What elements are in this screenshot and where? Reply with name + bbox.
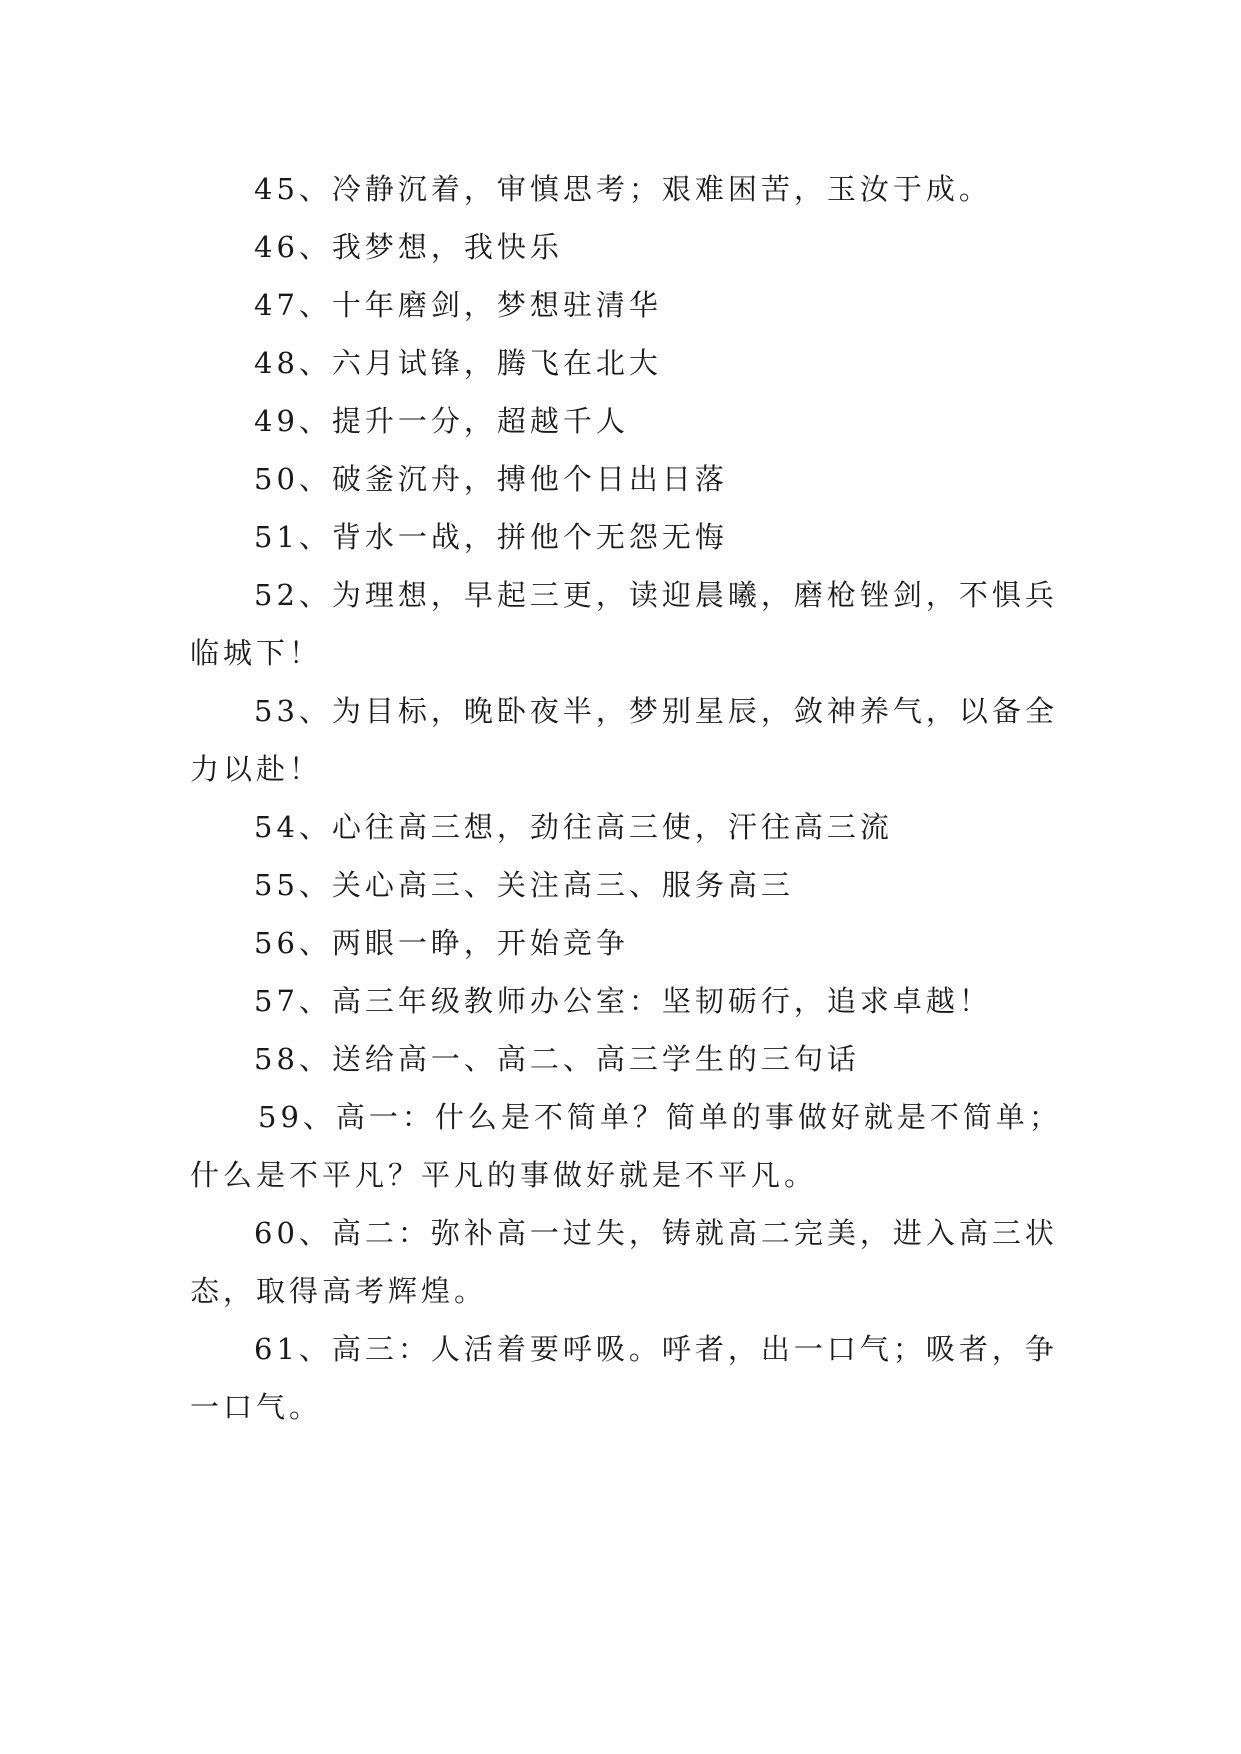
list-item: [190, 856, 1060, 914]
entry-line: 54、心往高三想，劲往高三使，汗往高三流: [254, 810, 893, 844]
entry-continuation-line: 态，取得高考辉煌。: [190, 1274, 488, 1308]
entry-line: 60、高二：弥补高一过失，铸就高二完美，进入高三状: [254, 1216, 1058, 1250]
entry-line: 59、高一：什么是不简单？简单的事做好就是不简单；: [258, 1100, 1062, 1134]
entry-line: 56、两眼一睁，开始竞争: [254, 926, 629, 960]
entry-continuation-line: 一口气。: [190, 1390, 323, 1424]
entry-continuation-line: 什么是不平凡？平凡的事做好就是不平凡。: [190, 1158, 818, 1192]
entry-continuation-line: 力以赴！: [190, 752, 323, 786]
entry-line: 49、提升一分，超越千人: [254, 404, 629, 438]
document-body: [190, 160, 1060, 1436]
list-item: [190, 682, 1060, 798]
entry-continuation-line: 临城下！: [190, 636, 323, 670]
list-item: [190, 1030, 1060, 1088]
list-item: [190, 972, 1060, 1030]
list-item: [190, 566, 1060, 682]
list-item: [190, 798, 1060, 856]
entry-line: 46、我梦想，我快乐: [254, 230, 563, 264]
list-item: [190, 508, 1060, 566]
list-item: [190, 1320, 1060, 1436]
entry-line: 45、冷静沉着，审慎思考；艰难困苦，玉汝于成。: [254, 172, 992, 206]
entry-line: 61、高三：人活着要呼吸。呼者，出一口气；吸者，争: [254, 1332, 1058, 1366]
entry-line: 48、六月试锋，腾飞在北大: [254, 346, 662, 380]
list-item: [190, 1204, 1060, 1320]
list-item: [190, 392, 1060, 450]
list-item: [190, 1088, 1060, 1204]
list-item: [190, 914, 1060, 972]
list-item: [190, 334, 1060, 392]
list-item: [190, 276, 1060, 334]
entry-line: 51、背水一战，拼他个无怨无悔: [254, 520, 728, 554]
entry-line: 55、关心高三、关注高三、服务高三: [254, 868, 794, 902]
list-item: [190, 218, 1060, 276]
entry-line: 52、为理想，早起三更，读迎晨曦，磨枪锉剑，不惧兵: [254, 578, 1058, 612]
entry-line: 50、破釜沉舟，搏他个日出日落: [254, 462, 728, 496]
entry-line: 58、送给高一、高二、高三学生的三句话: [254, 1042, 860, 1076]
entry-line: 47、十年磨剑，梦想驻清华: [254, 288, 662, 322]
entry-line: 53、为目标，晚卧夜半，梦别星辰，敛神养气，以备全: [254, 694, 1058, 728]
entry-line: 57、高三年级教师办公室：坚韧砺行，追求卓越！: [254, 984, 992, 1018]
list-item: [190, 450, 1060, 508]
list-item: [190, 160, 1060, 218]
